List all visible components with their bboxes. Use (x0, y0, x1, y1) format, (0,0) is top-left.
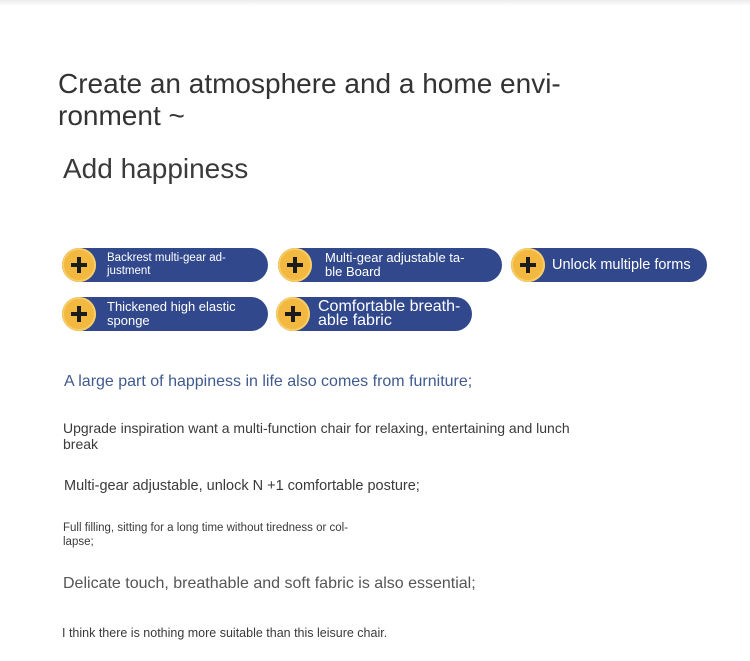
feature-label: Thickened high elastic sponge (107, 299, 236, 328)
top-edge-shadow (0, 0, 750, 6)
plus-icon (511, 248, 545, 282)
feature-pill-sponge (62, 297, 268, 331)
feature-label: Multi-gear adjustable ta- ble Board (325, 250, 465, 279)
plus-icon (62, 297, 96, 331)
subheading: Add happiness (63, 153, 249, 184)
headline (58, 68, 598, 132)
lead-sentence: A large part of happiness in life also comes from furniture; (64, 373, 473, 390)
paragraph-closing: I think there is nothing more suitable than this leisure chair. (62, 626, 388, 640)
paragraph-upgrade-inspiration: Upgrade inspiration want a multi-function chair for relaxing, entertaining and lunch break (63, 420, 570, 452)
paragraph-multi-gear: Multi-gear adjustable, unlock N +1 comfortable posture; (64, 478, 420, 494)
feature-pill-unlock-forms (511, 248, 707, 282)
feature-label: Backrest multi-gear ad- justment (107, 252, 226, 277)
headline-line-1: Create an atmosphere and a home envi- (58, 68, 561, 99)
feature-label: Comfortable breath- able fabric (318, 298, 461, 329)
feature-pill-backrest (62, 248, 268, 282)
paragraph-delicate-touch: Delicate touch, breathable and soft fabric is also essential; (63, 575, 476, 592)
feature-label: Unlock multiple forms (552, 256, 691, 273)
feature-pill-table-board (278, 248, 502, 282)
plus-icon (62, 248, 96, 282)
plus-icon (278, 248, 312, 282)
plus-icon (276, 297, 310, 331)
headline-line-2: ronment ~ (58, 100, 185, 131)
paragraph-full-filling: Full filling, sitting for a long time without tiredness or col- lapse; (63, 522, 349, 548)
feature-pill-fabric (276, 297, 472, 331)
